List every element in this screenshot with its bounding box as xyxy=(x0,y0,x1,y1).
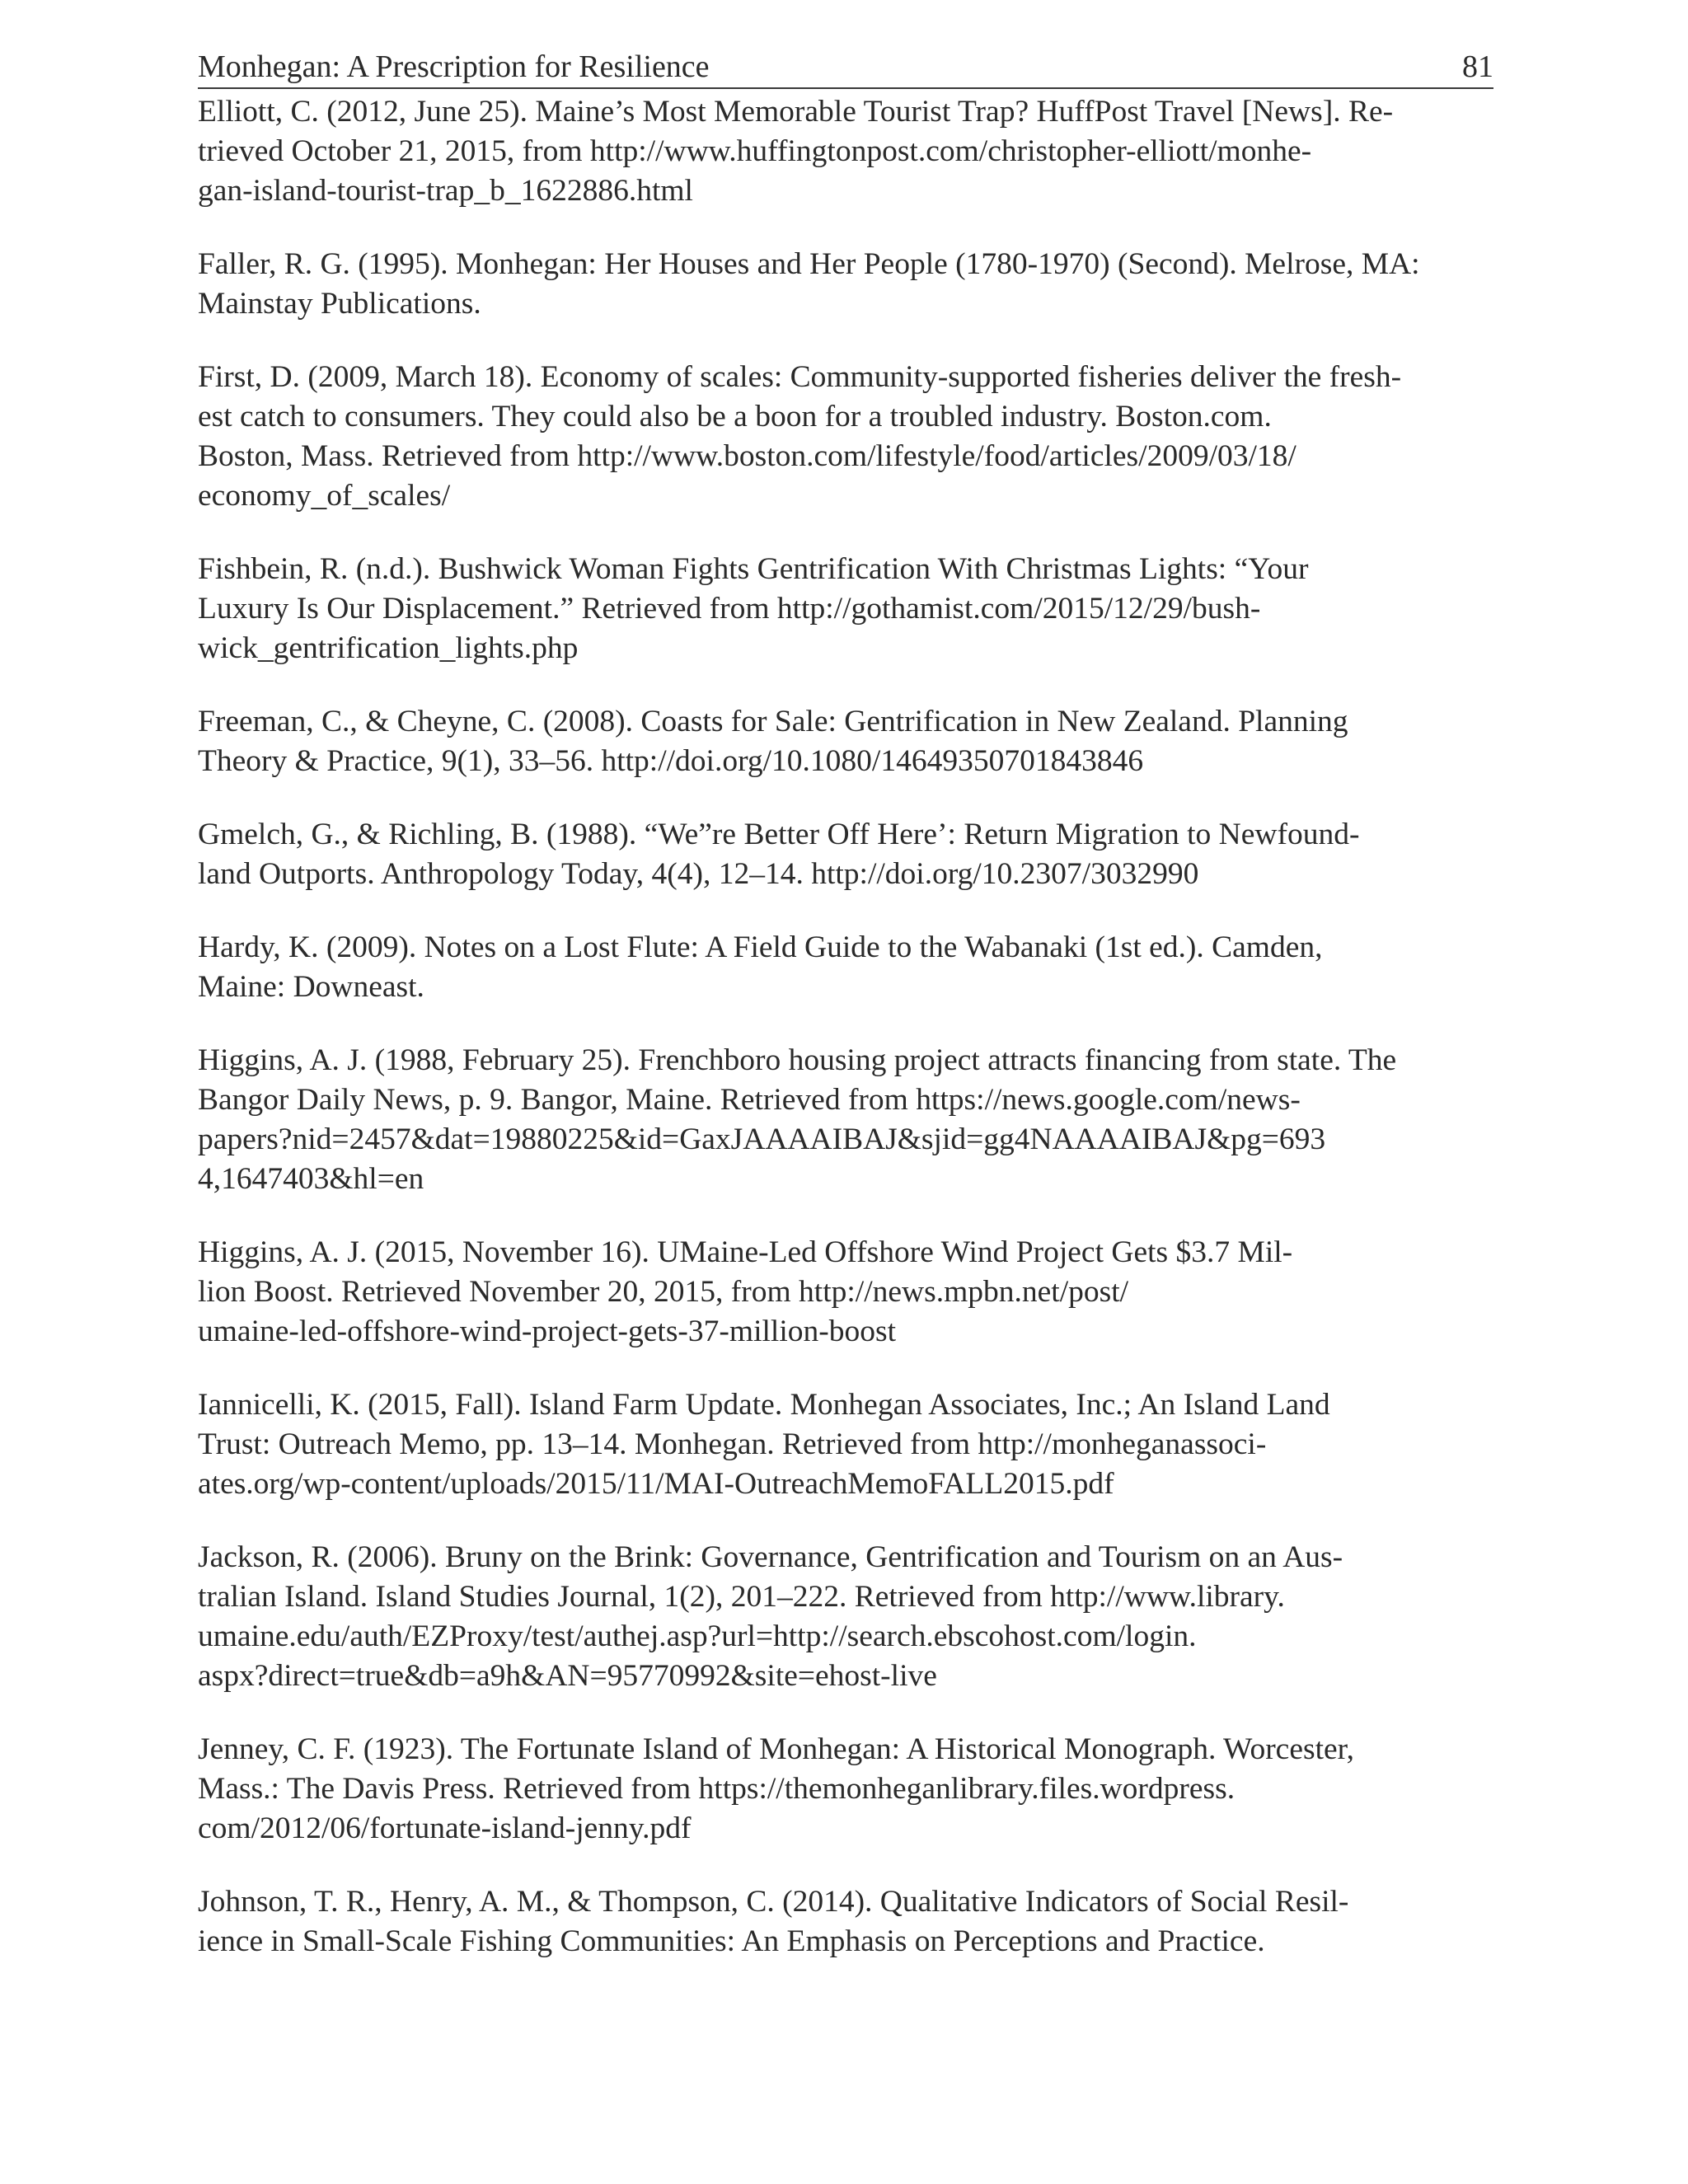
reference-entry xyxy=(198,702,1493,781)
reference-line: 4,1647403&hl=en xyxy=(198,1162,424,1196)
reference-line: Fishbein, R. (n.d.). Bushwick Woman Fights Gentrification With Christmas Lights: “Your xyxy=(198,552,1309,586)
reference-line: Iannicelli, K. (2015, Fall). Island Farm Update. Monhegan Associates, Inc.; An Island Land xyxy=(198,1388,1330,1422)
reference-line: land Outports. Anthropology Today, 4(4), 12–14. http://doi.org/10.2307/3032990 xyxy=(198,857,1199,891)
reference-entry xyxy=(198,1385,1493,1504)
reference-line: Trust: Outreach Memo, pp. 13–14. Monhegan. Retrieved from http://monheganassoci- xyxy=(198,1427,1267,1461)
reference-line: trieved October 21, 2015, from http://www.huffingtonpost.com/christopher-elliott/monhe- xyxy=(198,134,1312,168)
reference-entry xyxy=(198,92,1493,211)
reference-line: est catch to consumers. They could also be a boon for a troubled industry. Boston.com. xyxy=(198,400,1272,434)
running-header xyxy=(198,48,1493,89)
reference-line: Higgins, A. J. (2015, November 16). UMaine-Led Offshore Wind Project Gets $3.7 Mil- xyxy=(198,1235,1293,1269)
reference-line: Jackson, R. (2006). Bruny on the Brink: Governance, Gentrification and Tourism on an Aus- xyxy=(198,1540,1343,1574)
reference-entry xyxy=(198,245,1493,324)
reference-line: Elliott, C. (2012, June 25). Maine’s Most Memorable Tourist Trap? HuffPost Travel [News]. Re- xyxy=(198,95,1394,129)
reference-line: Freeman, C., & Cheyne, C. (2008). Coasts for Sale: Gentrification in New Zealand. Planning xyxy=(198,705,1348,738)
reference-line: aspx?direct=true&db=a9h&AN=95770992&site=ehost-live xyxy=(198,1659,937,1693)
reference-line: Higgins, A. J. (1988, February 25). Frenchboro housing project attracts financing from state. The xyxy=(198,1043,1397,1077)
reference-line: Luxury Is Our Displacement.” Retrieved from http://gothamist.com/2015/12/29/bush- xyxy=(198,592,1261,626)
reference-entry xyxy=(198,1233,1493,1352)
reference-list xyxy=(198,92,1493,1961)
reference-line: Mass.: The Davis Press. Retrieved from https://themonheganlibrary.files.wordpress. xyxy=(198,1772,1236,1806)
reference-line: Johnson, T. R., Henry, A. M., & Thompson, C. (2014). Qualitative Indicators of Social Resil- xyxy=(198,1885,1349,1919)
reference-line: Boston, Mass. Retrieved from http://www.boston.com/lifestyle/food/articles/2009/03/18/ xyxy=(198,439,1296,473)
reference-line: Faller, R. G. (1995). Monhegan: Her Houses and Her People (1780-1970) (Second). Melrose, MA: xyxy=(198,247,1420,281)
running-title: Monhegan: A Prescription for Resilience xyxy=(198,49,710,84)
reference-line: economy_of_scales/ xyxy=(198,479,451,513)
reference-line: tralian Island. Island Studies Journal, 1(2), 201–222. Retrieved from http://www.library. xyxy=(198,1580,1285,1614)
document-page xyxy=(198,48,1493,1995)
reference-line: umaine-led-offshore-wind-project-gets-37-million-boost xyxy=(198,1315,896,1348)
reference-entry xyxy=(198,1041,1493,1199)
reference-line: gan-island-tourist-trap_b_1622886.html xyxy=(198,174,693,208)
reference-line: Bangor Daily News, p. 9. Bangor, Maine. Retrieved from https://news.google.com/news- xyxy=(198,1083,1301,1117)
reference-line: Gmelch, G., & Richling, B. (1988). “We”re Better Off Here’: Return Migration to Newfound- xyxy=(198,818,1360,851)
reference-line: Theory & Practice, 9(1), 33–56. http://doi.org/10.1080/14649350701843846 xyxy=(198,744,1144,778)
reference-entry xyxy=(198,1538,1493,1696)
reference-line: Mainstay Publications. xyxy=(198,287,481,321)
reference-line: lion Boost. Retrieved November 20, 2015, from http://news.mpbn.net/post/ xyxy=(198,1275,1129,1309)
reference-entry xyxy=(198,928,1493,1007)
reference-line: ates.org/wp-content/uploads/2015/11/MAI-OutreachMemoFALL2015.pdf xyxy=(198,1467,1114,1501)
reference-entry xyxy=(198,815,1493,894)
reference-line: First, D. (2009, March 18). Economy of scales: Community-supported fisheries deliver the fresh- xyxy=(198,360,1402,394)
reference-line: umaine.edu/auth/EZProxy/test/authej.asp?url=http://search.ebscohost.com/login. xyxy=(198,1619,1197,1653)
reference-line: Hardy, K. (2009). Notes on a Lost Flute: A Field Guide to the Wabanaki (1st ed.). Camden, xyxy=(198,930,1323,964)
reference-line: Jenney, C. F. (1923). The Fortunate Island of Monhegan: A Historical Monograph. Worcester, xyxy=(198,1732,1354,1766)
reference-line: papers?nid=2457&dat=19880225&id=GaxJAAAAIBAJ&sjid=gg4NAAAAIBAJ&pg=693 xyxy=(198,1122,1326,1156)
page-number: 81 xyxy=(1462,49,1493,84)
reference-entry xyxy=(198,358,1493,516)
reference-line: wick_gentrification_lights.php xyxy=(198,631,579,665)
reference-entry xyxy=(198,550,1493,668)
reference-line: Maine: Downeast. xyxy=(198,970,424,1004)
reference-entry xyxy=(198,1882,1493,1961)
reference-line: com/2012/06/fortunate-island-jenny.pdf xyxy=(198,1811,692,1845)
reference-entry xyxy=(198,1730,1493,1849)
reference-line: ience in Small-Scale Fishing Communities: An Emphasis on Perceptions and Practice. xyxy=(198,1924,1265,1958)
